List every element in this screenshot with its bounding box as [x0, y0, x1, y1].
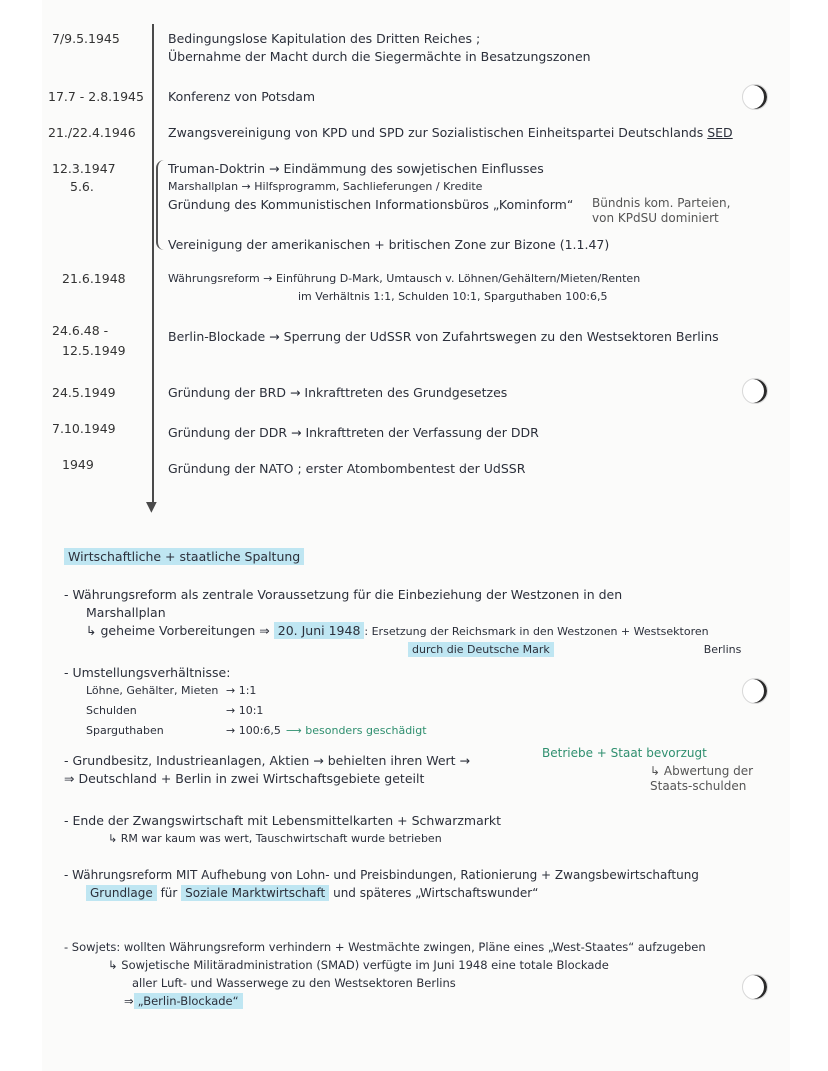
bullet-market-economy: - Währungsreform MIT Aufhebung von Lohn- und Preisbindungen, Rationierung + Zwangsbewirtschaftung Grundlage für Soziale Marktwirtschaft und späteres „Wirtschaftswunder“	[64, 868, 699, 900]
timeline-text: Währungsreform → Einführung D-Mark, Umtausch v. Löhnen/Gehältern/Mieten/Renten	[168, 272, 641, 285]
timeline-axis	[152, 24, 154, 502]
timeline-date: 21.6.1948	[62, 271, 126, 286]
timeline-date: 24.6.48 -	[52, 323, 109, 338]
timeline-side-note: Bündnis kom. Parteien, von KPdSU dominiert	[592, 196, 731, 225]
timeline-date: 1949	[62, 457, 94, 472]
timeline-date: 21./22.4.1946	[48, 125, 136, 140]
timeline-text: Zwangsvereinigung von KPD und SPD zur Sozialistischen Einheitspartei Deutschlands	[168, 125, 704, 140]
arrow-down-icon: ▼	[146, 499, 157, 515]
timeline-date: 5.6.	[70, 179, 94, 194]
timeline-text: Konferenz von Potsdam	[168, 89, 316, 104]
timeline-text: Marshallplan → Hilfsprogramm, Sachlieferungen / Kredite	[168, 180, 483, 193]
timeline-text: Truman-Doktrin → Eindämmung des sowjetischen Einflusses	[168, 161, 544, 176]
bullet-currency-reform: - Währungsreform als zentrale Voraussetzung für die Einbeziehung der Westzonen in den Marshallplan ↳ geheime Vorbereitungen ⇒ 20. Juni 1948 : Ersetzung der Reichsmark in den Westzonen + Westsektoren durch die Deutsche Mark Berlins	[64, 587, 742, 656]
bullet-end-control-economy: - Ende der Zwangswirtschaft mit Lebensmittelkarten + Schwarzmarkt ↳ RM war kaum was wert, Tauschwirtschaft wurde betrieben	[64, 813, 502, 845]
timeline-text: Gründung der BRD → Inkrafttreten des Grundgesetzes	[168, 385, 508, 400]
timeline-text: Berlin-Blockade → Sperrung der UdSSR von Zufahrtswegen zu den Westsektoren Berlins	[168, 329, 719, 344]
bullet-soviets: - Sowjets: wollten Währungsreform verhindern + Westmächte zwingen, Pläne eines „West-Staates“ aufzugeben ↳ Sowjetische Militäradministration (SMAD) verfügte im Juni 1948 eine totale Blockade aller Luft- und Wasserwege zu den Westsektoren Berlins ⇒ „Berlin-Blockade“	[64, 940, 706, 1008]
timeline-bracket	[156, 160, 166, 250]
bullet-conversion-rates: - Umstellungsverhältnisse: Löhne, Gehälter, Mieten → 1:1 Schulden → 10:1 Sparguthaben → 100:6,5 ⟶ besonders geschädigt	[64, 665, 427, 737]
timeline-date: 7.10.1949	[52, 421, 116, 436]
assets-note: Betriebe + Staat bevorzugt	[542, 746, 707, 760]
timeline-text: Übernahme der Macht durch die Siegermächte in Besatzungszonen	[168, 49, 591, 64]
section-heading: Wirtschaftliche + staatliche Spaltung	[64, 548, 304, 565]
assets-side-note: ↳ Abwertung der Staats-schulden	[650, 764, 754, 793]
timeline-text: Bedingungslose Kapitulation des Dritten Reiches ;	[168, 31, 481, 46]
bullet-assets: - Grundbesitz, Industrieanlagen, Aktien → behielten ihren Wert → ⇒ Deutschland + Berlin in zwei Wirtschaftsgebiete geteilt	[64, 753, 471, 786]
timeline-text: Gründung der NATO ; erster Atombombentest der UdSSR	[168, 461, 526, 476]
timeline-date: 12.5.1949	[62, 343, 126, 358]
timeline-date: 24.5.1949	[52, 385, 116, 400]
timeline-text: Vereinigung der amerikanischen + britischen Zone zur Bizone (1.1.47)	[168, 237, 610, 252]
timeline-text: Gründung des Kommunistischen Informationsbüros „Kominform“	[168, 197, 574, 212]
timeline-abbr: SED	[707, 125, 733, 140]
timeline-date: 17.7 - 2.8.1945	[48, 89, 144, 104]
timeline-text: im Verhältnis 1:1, Schulden 10:1, Sparguthaben 100:6,5	[298, 290, 608, 303]
timeline-date: 12.3.1947	[52, 161, 116, 176]
timeline-date: 7/9.5.1945	[52, 31, 120, 46]
timeline-text: Gründung der DDR → Inkrafttreten der Verfassung der DDR	[168, 425, 539, 440]
